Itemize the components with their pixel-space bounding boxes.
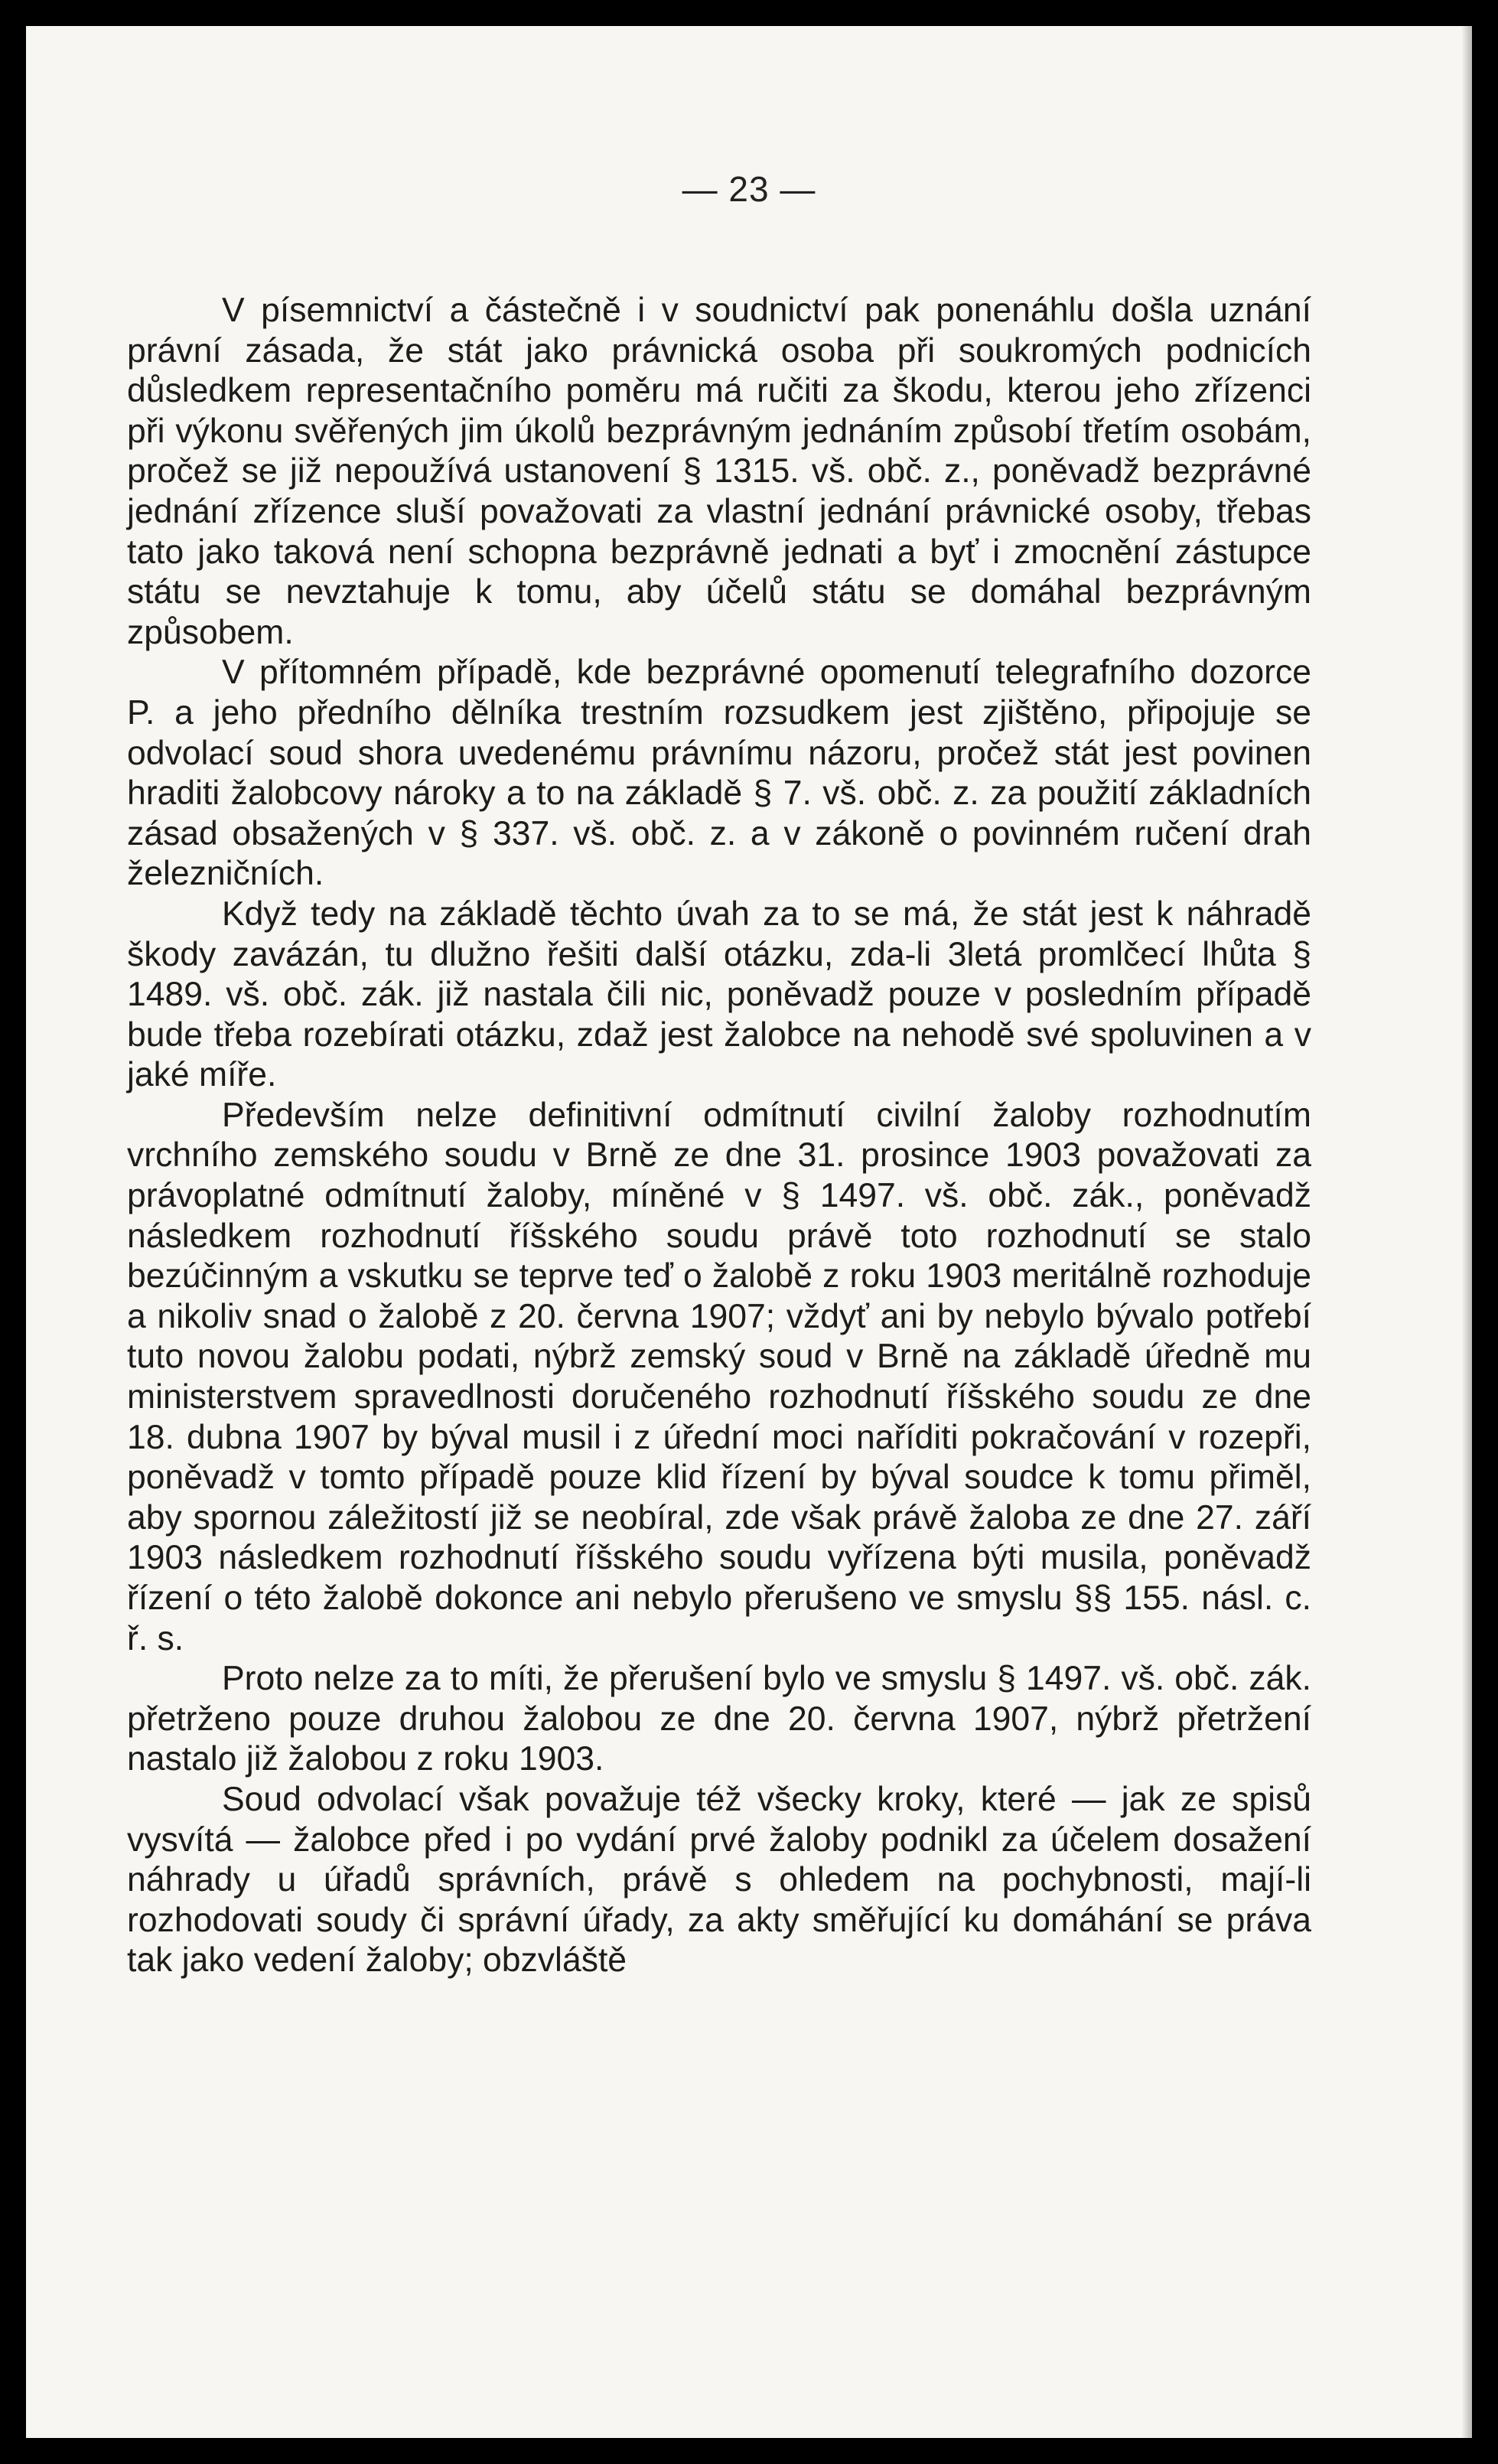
paragraph-1: V písemnictví a částečně i v soudnictví pak ponenáhlu došla uznání právní zásada, že stát jako právnická osoba při soukromých podnicích důsledkem representačního poměru má ručiti za škodu, kterou jeho zřízenci při výkonu svěřených jim úkolů bezprávným jednáním způsobí třetím osobám, pročež se již nepoužívá ustanovení § 1315. vš. obč. z., poněvadž bezprávné jednání zřízence sluší považovati za vlastní jednání právnické osoby, třebas tato jako taková není schopna bezprávně jednati a byť i zmocnění zástupce státu se nevztahuje k tomu, aby účelů státu se domáhal bezprávným způsobem.: [127, 292, 1311, 651]
paragraph-2: V přítomném případě, kde bezprávné opomenutí telegrafního dozorce P. a jeho předního dělníka trestním rozsudkem jest zjištěno, připojuje se odvolací soud shora uvedenému právnímu názoru, pročež stát jest povinen hraditi žalobcovy nároky a to na základě § 7. vš. obč. z. za použití základních zásad obsažených v § 337. vš. obč. z. a v zákoně o povinném ručení drah železničních.: [127, 653, 1311, 893]
paragraph-5: Proto nelze za to míti, že přerušení bylo ve smyslu § 1497. vš. obč. zák. přetrženo pouze druhou žalobou ze dne 20. června 1907, nýbrž přetržení nastalo již žalobou z roku 1903.: [127, 1660, 1311, 1778]
paragraph-3: Když tedy na základě těchto úvah za to se má, že stát jest k náhradě škody zavázán, tu dlužno řešiti další otázku, zda-li 3letá promlčecí lhůta § 1489. vš. obč. zák. již nastala čili nic, poněvadž pouze v posledním případě bude třeba rozebírati otázku, zdaž jest žalobce na nehodě své spoluvinen a v jaké míře.: [127, 895, 1311, 1094]
paragraph-4: Především nelze definitivní odmítnutí civilní žaloby rozhodnutím vrchního zemského soudu v Brně ze dne 31. prosince 1903 považovati za právoplatné odmítnutí žaloby, míněné v § 1497. vš. obč. zák., poněvadž následkem rozhodnutí říšského soudu právě toto rozhodnutí se stalo bezúčinným a vskutku se teprve teď o žalobě z roku 1903 meritálně rozhoduje a nikoliv snad o žalobě z 20. června 1907; vždyť ani by nebylo bývalo potřebí tuto novou žalobu podati, nýbrž zemský soud v Brně na základě úředně mu ministerstvem spravedlnosti doručeného rozhodnutí říšského soudu ze dne 18. dubna 1907 by býval musil i z úřední moci naříditi pokračování v rozepři, poněvadž v tomto případě pouze klid řízení by býval soudce k tomu přiměl, aby spornou záležitostí již se neobíral, zde však právě žaloba ze dne 27. září 1903 následkem rozhodnutí říšského soudu vyřízena býti musila, poněvadž řízení o této žalobě dokonce ani nebylo přerušeno ve smyslu §§ 155. násl. c. ř. s.: [127, 1096, 1311, 1657]
body-text: [127, 291, 1311, 1981]
book-page: [26, 26, 1472, 2438]
page-number: — 23 —: [682, 169, 816, 209]
paragraph-6: Soud odvolací však považuje též všecky kroky, které — jak ze spisů vysvítá — žalobce před i po vydání prvé žaloby podnikl za účelem dosažení náhrady u úřadů správních, právě s ohledem na pochybnosti, mají-li rozhodovati soudy či správní úřady, za akty směřující ku domáhání se práva tak jako vedení žaloby; obzvláště: [127, 1780, 1311, 1980]
